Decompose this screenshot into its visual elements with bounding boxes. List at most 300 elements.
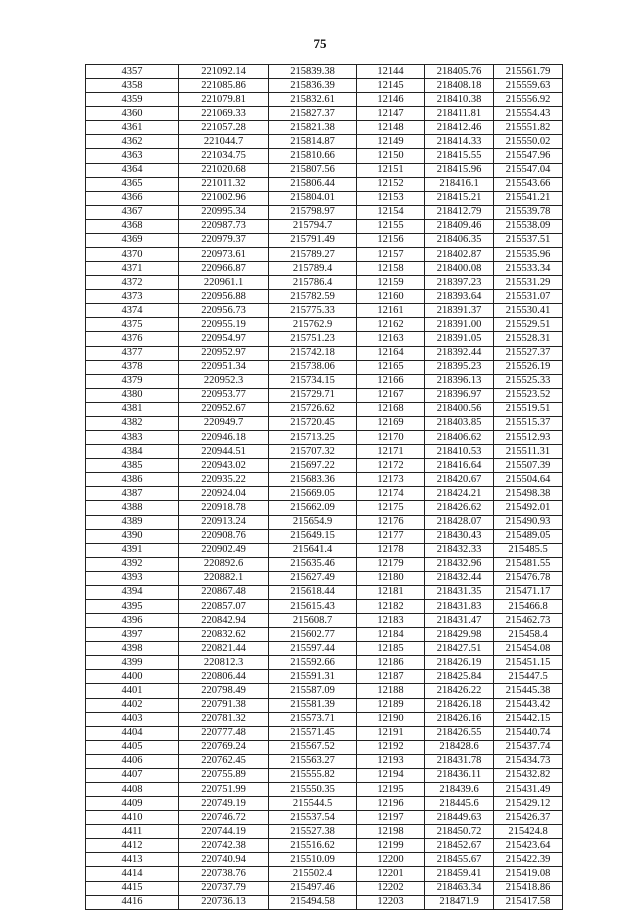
- table-cell: 12163: [357, 332, 425, 346]
- table-cell: 12199: [357, 839, 425, 853]
- table-cell: 218415.55: [425, 149, 494, 163]
- table-cell: 4389: [86, 515, 179, 529]
- table-cell: 215669.05: [269, 487, 357, 501]
- table-cell: 12159: [357, 276, 425, 290]
- table-cell: 4384: [86, 445, 179, 459]
- table-row: [86, 262, 563, 276]
- table-cell: 4357: [86, 65, 179, 79]
- table-cell: 4365: [86, 177, 179, 191]
- table-cell: 215789.27: [269, 248, 357, 262]
- table-cell: 218439.6: [425, 782, 494, 796]
- table-cell: 218395.23: [425, 360, 494, 374]
- table-cell: 215597.44: [269, 642, 357, 656]
- table-cell: 218426.18: [425, 698, 494, 712]
- table-cell: 215485.5: [494, 543, 563, 557]
- table-cell: 220762.45: [179, 754, 269, 768]
- table-row: [86, 473, 563, 487]
- table-cell: 215836.39: [269, 79, 357, 93]
- table-cell: 218424.21: [425, 487, 494, 501]
- table-cell: 12160: [357, 290, 425, 304]
- table-cell: 4366: [86, 191, 179, 205]
- table-cell: 215547.04: [494, 163, 563, 177]
- table-row: [86, 670, 563, 684]
- table-cell: 215525.33: [494, 374, 563, 388]
- table-cell: 218409.46: [425, 219, 494, 233]
- table-row: [86, 797, 563, 811]
- table-cell: 4412: [86, 839, 179, 853]
- table-cell: 12162: [357, 318, 425, 332]
- table-cell: 215654.9: [269, 515, 357, 529]
- table-row: [86, 459, 563, 473]
- table-cell: 4393: [86, 571, 179, 585]
- table-cell: 4399: [86, 656, 179, 670]
- table-cell: 12156: [357, 233, 425, 247]
- table-cell: 12190: [357, 712, 425, 726]
- table-cell: 215531.29: [494, 276, 563, 290]
- table-cell: 220781.32: [179, 712, 269, 726]
- table-cell: 4360: [86, 107, 179, 121]
- table-cell: 220892.6: [179, 557, 269, 571]
- table-cell: 220944.51: [179, 445, 269, 459]
- table-cell: 12196: [357, 797, 425, 811]
- table-cell: 220791.38: [179, 698, 269, 712]
- table-cell: 12145: [357, 79, 425, 93]
- table-cell: 220749.19: [179, 797, 269, 811]
- table-row: [86, 614, 563, 628]
- table-cell: 221034.75: [179, 149, 269, 163]
- table-cell: 215742.18: [269, 346, 357, 360]
- table-cell: 4375: [86, 318, 179, 332]
- table-cell: 220908.76: [179, 529, 269, 543]
- table-cell: 12197: [357, 811, 425, 825]
- table-cell: 220952.67: [179, 402, 269, 416]
- table-cell: 218430.43: [425, 529, 494, 543]
- table-cell: 218403.85: [425, 416, 494, 430]
- table-cell: 218455.67: [425, 853, 494, 867]
- table-cell: 220777.48: [179, 726, 269, 740]
- table-cell: 220740.94: [179, 853, 269, 867]
- table-cell: 12198: [357, 825, 425, 839]
- table-row: [86, 416, 563, 430]
- table-cell: 218393.64: [425, 290, 494, 304]
- table-cell: 215608.7: [269, 614, 357, 628]
- table-cell: 12185: [357, 642, 425, 656]
- table-cell: 215504.64: [494, 473, 563, 487]
- table-cell: 4404: [86, 726, 179, 740]
- table-cell: 12158: [357, 262, 425, 276]
- table-cell: 220742.38: [179, 839, 269, 853]
- table-cell: 215492.01: [494, 501, 563, 515]
- table-cell: 215821.38: [269, 121, 357, 135]
- table-cell: 218415.96: [425, 163, 494, 177]
- table-cell: 218391.37: [425, 304, 494, 318]
- table-cell: 215502.4: [269, 867, 357, 881]
- table-row: [86, 431, 563, 445]
- table-cell: 221057.28: [179, 121, 269, 135]
- table-row: [86, 360, 563, 374]
- table-row: [86, 698, 563, 712]
- table-cell: 218429.98: [425, 628, 494, 642]
- coordinates-table-body: [86, 65, 563, 910]
- table-row: [86, 487, 563, 501]
- table-row: [86, 825, 563, 839]
- table-cell: 4362: [86, 135, 179, 149]
- table-cell: 215526.19: [494, 360, 563, 374]
- table-cell: 215507.39: [494, 459, 563, 473]
- table-cell: 218431.78: [425, 754, 494, 768]
- table-cell: 218410.38: [425, 93, 494, 107]
- table-cell: 4402: [86, 698, 179, 712]
- table-cell: 215510.09: [269, 853, 357, 867]
- table-cell: 215454.08: [494, 642, 563, 656]
- table-cell: 220867.48: [179, 585, 269, 599]
- table-cell: 12182: [357, 599, 425, 613]
- table-cell: 215567.52: [269, 740, 357, 754]
- table-cell: 4359: [86, 93, 179, 107]
- table-cell: 4407: [86, 768, 179, 782]
- table-cell: 215641.4: [269, 543, 357, 557]
- table-cell: 215561.79: [494, 65, 563, 79]
- table-cell: 218463.34: [425, 881, 494, 895]
- table-cell: 215445.38: [494, 684, 563, 698]
- table-cell: 4386: [86, 473, 179, 487]
- table-cell: 215807.56: [269, 163, 357, 177]
- table-cell: 215762.9: [269, 318, 357, 332]
- table-cell: 12203: [357, 895, 425, 909]
- table-row: [86, 501, 563, 515]
- table-cell: 12155: [357, 219, 425, 233]
- table-cell: 4380: [86, 388, 179, 402]
- table-cell: 215720.45: [269, 416, 357, 430]
- table-cell: 12152: [357, 177, 425, 191]
- table-cell: 220979.37: [179, 233, 269, 247]
- table-cell: 12154: [357, 205, 425, 219]
- table-cell: 12151: [357, 163, 425, 177]
- table-cell: 220821.44: [179, 642, 269, 656]
- table-cell: 4403: [86, 712, 179, 726]
- table-cell: 215466.8: [494, 599, 563, 613]
- table-cell: 12189: [357, 698, 425, 712]
- table-cell: 215530.41: [494, 304, 563, 318]
- table-row: [86, 726, 563, 740]
- table-cell: 215494.58: [269, 895, 357, 909]
- table-row: [86, 107, 563, 121]
- table-cell: 4414: [86, 867, 179, 881]
- table-cell: 218432.33: [425, 543, 494, 557]
- table-cell: 12180: [357, 571, 425, 585]
- table-cell: 12172: [357, 459, 425, 473]
- table-row: [86, 332, 563, 346]
- table-cell: 218428.6: [425, 740, 494, 754]
- table-cell: 215587.09: [269, 684, 357, 698]
- table-cell: 220995.34: [179, 205, 269, 219]
- table-cell: 215489.05: [494, 529, 563, 543]
- table-row: [86, 374, 563, 388]
- table-cell: 221085.86: [179, 79, 269, 93]
- table-cell: 215571.45: [269, 726, 357, 740]
- table-cell: 220798.49: [179, 684, 269, 698]
- table-cell: 4405: [86, 740, 179, 754]
- table-cell: 4383: [86, 431, 179, 445]
- table-cell: 218431.83: [425, 599, 494, 613]
- table-cell: 215618.44: [269, 585, 357, 599]
- table-cell: 12170: [357, 431, 425, 445]
- table-cell: 215551.82: [494, 121, 563, 135]
- table-cell: 215751.23: [269, 332, 357, 346]
- table-cell: 4382: [86, 416, 179, 430]
- table-cell: 220806.44: [179, 670, 269, 684]
- table-cell: 12186: [357, 656, 425, 670]
- table-cell: 4373: [86, 290, 179, 304]
- table-cell: 12153: [357, 191, 425, 205]
- table-cell: 12195: [357, 782, 425, 796]
- table-cell: 12150: [357, 149, 425, 163]
- table-cell: 12192: [357, 740, 425, 754]
- table-cell: 4377: [86, 346, 179, 360]
- table-row: [86, 65, 563, 79]
- table-cell: 4378: [86, 360, 179, 374]
- table-row: [86, 290, 563, 304]
- table-cell: 215471.17: [494, 585, 563, 599]
- table-cell: 218414.33: [425, 135, 494, 149]
- table-cell: 215440.74: [494, 726, 563, 740]
- table-cell: 215476.78: [494, 571, 563, 585]
- table-cell: 215782.59: [269, 290, 357, 304]
- table-cell: 12177: [357, 529, 425, 543]
- table-cell: 218416.1: [425, 177, 494, 191]
- table-cell: 215789.4: [269, 262, 357, 276]
- table-cell: 218420.67: [425, 473, 494, 487]
- table-cell: 215713.25: [269, 431, 357, 445]
- table-cell: 4379: [86, 374, 179, 388]
- table-row: [86, 571, 563, 585]
- table-cell: 215422.39: [494, 853, 563, 867]
- table-cell: 215832.61: [269, 93, 357, 107]
- table-cell: 220769.24: [179, 740, 269, 754]
- table-cell: 215458.4: [494, 628, 563, 642]
- table-cell: 215556.92: [494, 93, 563, 107]
- table-cell: 218406.62: [425, 431, 494, 445]
- table-cell: 12168: [357, 402, 425, 416]
- table-cell: 4376: [86, 332, 179, 346]
- table-cell: 221002.96: [179, 191, 269, 205]
- table-row: [86, 811, 563, 825]
- table-cell: 215519.51: [494, 402, 563, 416]
- table-row: [86, 233, 563, 247]
- table-cell: 4370: [86, 248, 179, 262]
- table-cell: 218427.51: [425, 642, 494, 656]
- table-cell: 215554.43: [494, 107, 563, 121]
- table-row: [86, 839, 563, 853]
- table-cell: 12166: [357, 374, 425, 388]
- table-cell: 4416: [86, 895, 179, 909]
- table-cell: 12178: [357, 543, 425, 557]
- table-cell: 215537.51: [494, 233, 563, 247]
- table-cell: 215539.78: [494, 205, 563, 219]
- table-cell: 215426.37: [494, 811, 563, 825]
- table-row: [86, 515, 563, 529]
- table-cell: 215515.37: [494, 416, 563, 430]
- table-cell: 220949.7: [179, 416, 269, 430]
- table-row: [86, 79, 563, 93]
- table-cell: 218450.72: [425, 825, 494, 839]
- table-row: [86, 754, 563, 768]
- table-cell: 220953.77: [179, 388, 269, 402]
- table-cell: 218426.16: [425, 712, 494, 726]
- table-cell: 215775.33: [269, 304, 357, 318]
- table-row: [86, 248, 563, 262]
- table-cell: 215827.37: [269, 107, 357, 121]
- table-cell: 215627.49: [269, 571, 357, 585]
- table-cell: 218471.9: [425, 895, 494, 909]
- table-cell: 218396.13: [425, 374, 494, 388]
- table-row: [86, 135, 563, 149]
- table-cell: 12169: [357, 416, 425, 430]
- table-cell: 215697.22: [269, 459, 357, 473]
- coordinates-table: [85, 64, 563, 910]
- table-cell: 4398: [86, 642, 179, 656]
- table-row: [86, 191, 563, 205]
- table-cell: 215804.01: [269, 191, 357, 205]
- table-row: [86, 712, 563, 726]
- table-row: [86, 895, 563, 909]
- table-cell: 215432.82: [494, 768, 563, 782]
- table-cell: 220736.13: [179, 895, 269, 909]
- table-cell: 220946.18: [179, 431, 269, 445]
- table-cell: 4387: [86, 487, 179, 501]
- table-cell: 215535.96: [494, 248, 563, 262]
- table-cell: 221044.7: [179, 135, 269, 149]
- table-cell: 218432.96: [425, 557, 494, 571]
- table-cell: 221079.81: [179, 93, 269, 107]
- table-cell: 218400.56: [425, 402, 494, 416]
- table-cell: 220746.72: [179, 811, 269, 825]
- table-cell: 4391: [86, 543, 179, 557]
- table-row: [86, 388, 563, 402]
- table-cell: 220956.73: [179, 304, 269, 318]
- table-cell: 220744.19: [179, 825, 269, 839]
- table-cell: 215529.51: [494, 318, 563, 332]
- table-cell: 215437.74: [494, 740, 563, 754]
- table-cell: 218411.81: [425, 107, 494, 121]
- table-cell: 220902.49: [179, 543, 269, 557]
- table-cell: 218408.18: [425, 79, 494, 93]
- table-cell: 12201: [357, 867, 425, 881]
- table-cell: 215516.62: [269, 839, 357, 853]
- table-row: [86, 163, 563, 177]
- table-cell: 12148: [357, 121, 425, 135]
- table-cell: 220973.61: [179, 248, 269, 262]
- table-cell: 215527.37: [494, 346, 563, 360]
- table-cell: 218445.6: [425, 797, 494, 811]
- table-cell: 215523.52: [494, 388, 563, 402]
- table-cell: 220924.04: [179, 487, 269, 501]
- table-cell: 215550.02: [494, 135, 563, 149]
- table-cell: 4363: [86, 149, 179, 163]
- table-cell: 12167: [357, 388, 425, 402]
- table-cell: 4385: [86, 459, 179, 473]
- table-cell: 221020.68: [179, 163, 269, 177]
- table-row: [86, 768, 563, 782]
- table-cell: 215649.15: [269, 529, 357, 543]
- table-cell: 12181: [357, 585, 425, 599]
- table-cell: 220943.02: [179, 459, 269, 473]
- table-cell: 215498.38: [494, 487, 563, 501]
- table-cell: 215615.43: [269, 599, 357, 613]
- table-cell: 215810.66: [269, 149, 357, 163]
- table-cell: 220812.3: [179, 656, 269, 670]
- table-cell: 4367: [86, 205, 179, 219]
- table-row: [86, 585, 563, 599]
- table-row: [86, 121, 563, 135]
- table-row: [86, 543, 563, 557]
- table-cell: 218400.08: [425, 262, 494, 276]
- table-cell: 220832.62: [179, 628, 269, 642]
- table-cell: 215726.62: [269, 402, 357, 416]
- table-cell: 218391.00: [425, 318, 494, 332]
- table-row: [86, 219, 563, 233]
- table-cell: 215512.93: [494, 431, 563, 445]
- table-row: [86, 740, 563, 754]
- table-cell: 215443.42: [494, 698, 563, 712]
- table-cell: 215528.31: [494, 332, 563, 346]
- table-cell: 12164: [357, 346, 425, 360]
- table-cell: 12144: [357, 65, 425, 79]
- table-cell: 220954.97: [179, 332, 269, 346]
- table-cell: 220952.3: [179, 374, 269, 388]
- table-row: [86, 346, 563, 360]
- table-cell: 218402.87: [425, 248, 494, 262]
- table-cell: 215683.36: [269, 473, 357, 487]
- table-cell: 12188: [357, 684, 425, 698]
- table-cell: 4410: [86, 811, 179, 825]
- table-cell: 215418.86: [494, 881, 563, 895]
- table-cell: 12157: [357, 248, 425, 262]
- table-cell: 215559.63: [494, 79, 563, 93]
- table-cell: 215662.09: [269, 501, 357, 515]
- table-cell: 215791.49: [269, 233, 357, 247]
- table-row: [86, 93, 563, 107]
- table-cell: 215555.82: [269, 768, 357, 782]
- table-cell: 215635.46: [269, 557, 357, 571]
- table-cell: 218425.84: [425, 670, 494, 684]
- table-cell: 220987.73: [179, 219, 269, 233]
- table-cell: 215481.55: [494, 557, 563, 571]
- table-cell: 220935.22: [179, 473, 269, 487]
- table-cell: 12173: [357, 473, 425, 487]
- table-cell: 12194: [357, 768, 425, 782]
- table-cell: 215543.66: [494, 177, 563, 191]
- table-cell: 220755.89: [179, 768, 269, 782]
- table-cell: 4397: [86, 628, 179, 642]
- table-cell: 4372: [86, 276, 179, 290]
- table-cell: 218431.47: [425, 614, 494, 628]
- table-cell: 215451.15: [494, 656, 563, 670]
- table-cell: 4413: [86, 853, 179, 867]
- table-cell: 218412.46: [425, 121, 494, 135]
- table-cell: 220882.1: [179, 571, 269, 585]
- table-row: [86, 782, 563, 796]
- table-cell: 215531.07: [494, 290, 563, 304]
- table-cell: 215573.71: [269, 712, 357, 726]
- table-cell: 4369: [86, 233, 179, 247]
- table-cell: 215839.38: [269, 65, 357, 79]
- table-cell: 215729.71: [269, 388, 357, 402]
- table-cell: 215511.31: [494, 445, 563, 459]
- table-cell: 215424.8: [494, 825, 563, 839]
- table-cell: 12191: [357, 726, 425, 740]
- table-row: [86, 684, 563, 698]
